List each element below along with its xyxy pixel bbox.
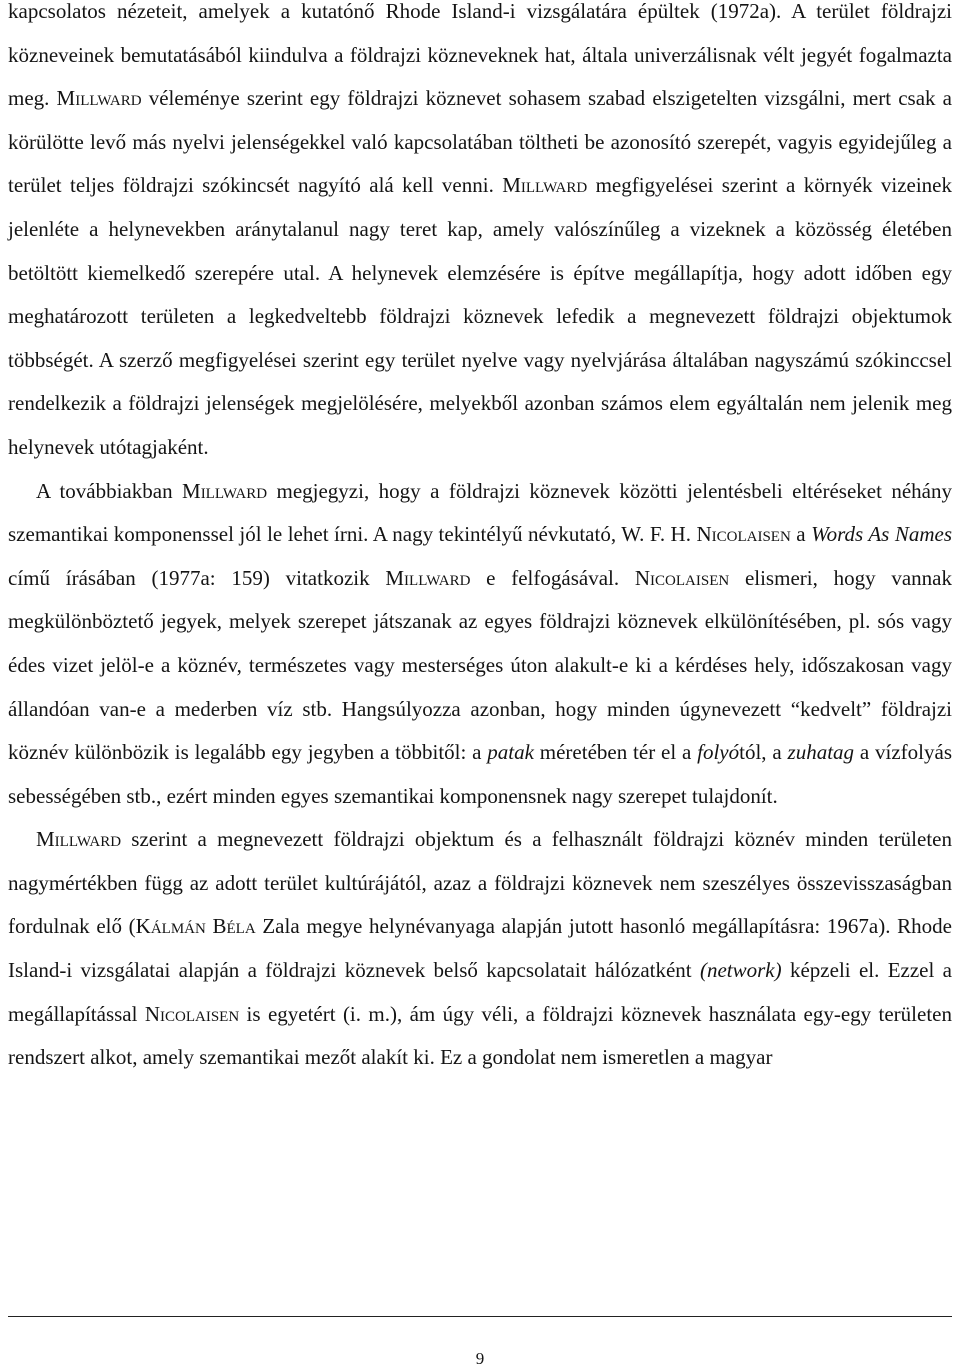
text-run: méretében tér el a bbox=[533, 740, 698, 765]
text-run: képzeli el. Ezzel a megállapítással bbox=[8, 958, 952, 1026]
text-run: megjegyzi, hogy a földrajzi köznevek közötti jelentésbeli eltéréseket néhány szemantikai komponenssel jól le lehet írni. A nagy tekintélyű névkutató, W. F. H. bbox=[8, 478, 952, 547]
author-name: Nicolaisen bbox=[696, 522, 791, 547]
text-run: tól, a bbox=[739, 740, 788, 765]
text-run: a bbox=[790, 522, 812, 547]
text-run: című írásában (1977a: 159) vitatkozik bbox=[8, 565, 386, 590]
author-name: Millward bbox=[385, 565, 471, 590]
author-name: Kálmán Béla bbox=[135, 914, 256, 939]
text-run: szerint a megnevezett földrajzi objektum és a felhasznált földrajzi köznév minden területen nagymértékben függ az adott terület kultúrájától, azaz a földrajzi köznevek nem szeszélyes összevisszaságban fordulnak elő ( bbox=[8, 827, 952, 939]
italic-term: folyó bbox=[697, 740, 740, 765]
text-run: e felfogásával. bbox=[470, 565, 635, 590]
author-name: Nicolaisen bbox=[634, 565, 730, 590]
text-run: kapcsolatos nézeteit, amelyek a kutatónő Rhode Island-i vizsgálatára épültek (1972a). A terület földrajzi közneveinek bemutatásából kiindulva a földrajzi közneveknek hat, általa univerzálisnak vélt jegyét fogalmazta meg. bbox=[8, 0, 952, 111]
text-run: A továbbiakban bbox=[36, 478, 183, 503]
italic-term: zuhatag bbox=[787, 740, 855, 765]
text-run: véleménye szerint egy földrajzi köznevet sohasem szabad elszigetelten vizsgálni, mert csak a körülötte levő más nyelvi jelenségekkel való kapcsolatában töltheti be azonosító szerepét, vagyis egyidejűleg a terület teljes földrajzi szókincsét nagyító alá kell venni. bbox=[8, 86, 952, 198]
page-number: 9 bbox=[475, 1349, 485, 1368]
italic-term: patak bbox=[487, 740, 534, 765]
author-name: Millward bbox=[56, 86, 142, 111]
author-name: Millward bbox=[502, 173, 588, 198]
paragraph-2 bbox=[8, 470, 952, 819]
author-name: Millward bbox=[36, 827, 122, 852]
text-run: elismeri, hogy vannak megkülönböztető jegyek, melyek szerepet játszanak az egyes földrajzi köznevek elkülönítésében, pl. sós vagy édes vizet jelöl-e a köznév, természetes vagy mesterséges úton alakult-e ki a kérdéses hely, időszakosan vagy állandóan van-e a mederben víz stb. Hangsúlyozza azonban, hogy minden úgynevezett “kedvelt” földrajzi köznév különbözik is legalább egy jegyben a többitől: a bbox=[8, 565, 952, 765]
text-run: a vízfolyás sebességében stb., ezért minden egyes szemantikai komponensnek nagy szerepet tulajdonít. bbox=[8, 740, 952, 808]
footnote-divider bbox=[8, 1316, 952, 1317]
text-run: megfigyelései szerint a környék vizeinek jelenléte a helynevekben aránytalanul nagy teret kap, amely valószínűleg a vizeknek a közösség életében betöltött kiemelkedő szerepére utal. A helynevek elemzésére is építve megállapítja, hogy adott időben egy meghatározott területen a legkedveltebb földrajzi köznevek lefedik a megnevezett földrajzi objektumok többségét. A szerző megfigyelései szerint egy terület nyelve vagy nyelvjárása általában nagyszámú szókinccsel rendelkezik a földrajzi jelenségek megjelölésére, melyekből azonban számos elem egyáltalán nem jelenik meg helynevek utótagjaként. bbox=[8, 173, 952, 459]
work-title: Words As Names bbox=[811, 522, 952, 547]
text-run: is egyetért (i. m.), ám úgy véli, a földrajzi köznevek használata egy-egy területen rendszert alkot, amely szemantikai mezőt alakít ki. Ez a gondolat nem ismeretlen a magyar bbox=[8, 1001, 952, 1070]
italic-term: (network) bbox=[699, 958, 782, 983]
paragraph-1 bbox=[8, 0, 952, 470]
document-page bbox=[8, 0, 952, 1080]
paragraph-3 bbox=[8, 818, 952, 1080]
text-run: Zala megye helynévanyaga alapján jutott hasonló megállapításra: 1967a). Rhode Island-i vizsgálatai alapján a földrajzi köznevek belső kapcsolatait hálózatként bbox=[8, 914, 952, 983]
author-name: Nicolaisen bbox=[144, 1001, 240, 1026]
author-name: Millward bbox=[182, 478, 268, 503]
